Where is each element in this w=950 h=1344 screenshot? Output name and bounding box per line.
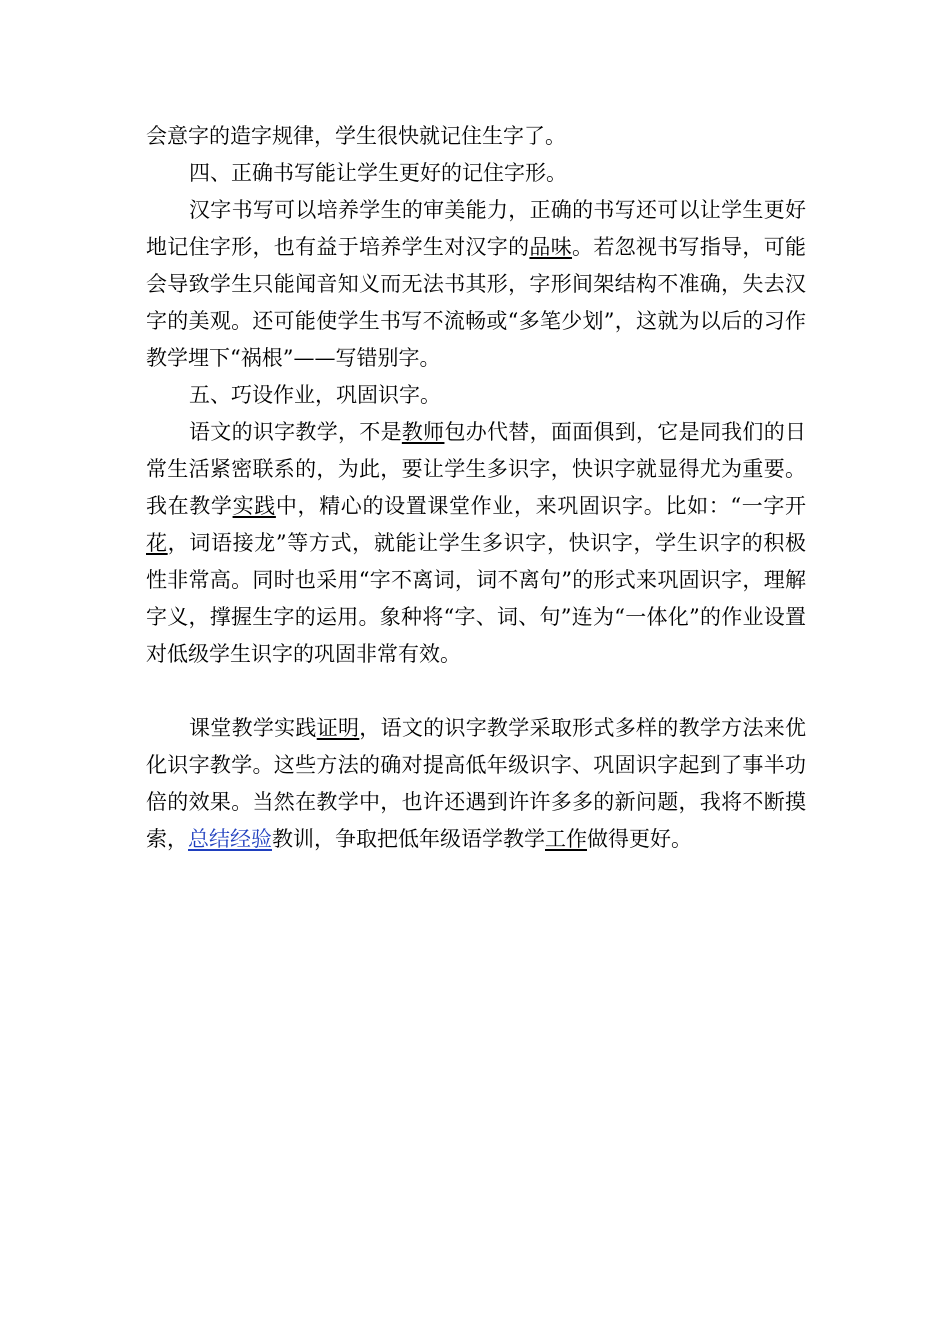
underlined-term-pinwei[interactable]: 品味 <box>529 235 573 259</box>
text-run: ，语文的识字教学采取形式多样的教学方法来优化识字教学。这些方法的确对提高低年级识字、巩固识字起到了事半功倍的效果。当然在教学中，也许还遇到许许多多的新问题，我将不断摸索， <box>146 716 807 851</box>
hyperlink-zongjiejingyan[interactable]: 总结经验 <box>188 827 272 851</box>
text-run: ，词语接龙”等方式，就能让学生多识字，快识字，学生识字的积极性非常高。同时也采用“字不离词，词不离句”的形式来巩固识字，理解字义，撑握生字的运用。象种将“字、词、句”连为“一体化”的作业设置对低级学生识字的巩固非常有效。 <box>146 531 807 666</box>
text-run: 汉字书写可以培养学生的审美能力，正确的书写还可以让学生更好地记住字形，也有益于培养学生对汉字的 <box>146 198 806 259</box>
text-run: 教训，争取把低年级语学教学 <box>272 827 545 851</box>
text-run: 做得更好。 <box>587 827 692 851</box>
paragraph-conclusion <box>146 710 806 858</box>
text-run: 课堂教学实践 <box>189 716 317 740</box>
text-run: 中，精心的设置课堂作业，来巩固识字。比如：“一字开 <box>275 494 807 518</box>
underlined-term-zhengming[interactable]: 证明 <box>316 716 360 740</box>
underlined-term-hua[interactable]: 花 <box>146 531 168 555</box>
section-heading-4 <box>146 155 806 192</box>
section-heading-5 <box>146 377 806 414</box>
paragraph-writing <box>146 192 806 377</box>
paragraph-continuation <box>146 118 806 155</box>
underlined-term-gongzuo[interactable]: 工作 <box>545 827 587 851</box>
document-page <box>146 118 806 858</box>
heading-text: 四、正确书写能让学生更好的记住字形。 <box>189 161 567 185</box>
text-run: 语文的识字教学，不是 <box>189 420 402 444</box>
text-run: 会意字的造字规律，学生很快就记住生字了。 <box>146 124 566 148</box>
paragraph-homework <box>146 414 806 673</box>
text-run: 。若忽视书写指导，可能会导致学生只能闻音知义而无法书其形，字形间架结构不准确，失去汉字的美观。还可能使学生书写不流畅或“多笔少划”，这就为以后的习作教学埋下“祸根”——写错别字。 <box>146 235 807 370</box>
text-run: 包办代替，面面俱到，它是同我们的日常生活紧密联系的，为此，要让学生多识字，快识字就显得尤为重要。我在教学 <box>146 420 807 518</box>
underlined-term-shijian[interactable]: 实践 <box>232 494 276 518</box>
heading-text: 五、巧设作业，巩固识字。 <box>189 383 441 407</box>
paragraph-gap <box>146 673 806 710</box>
underlined-term-jiaoshi[interactable]: 教师 <box>401 420 445 444</box>
